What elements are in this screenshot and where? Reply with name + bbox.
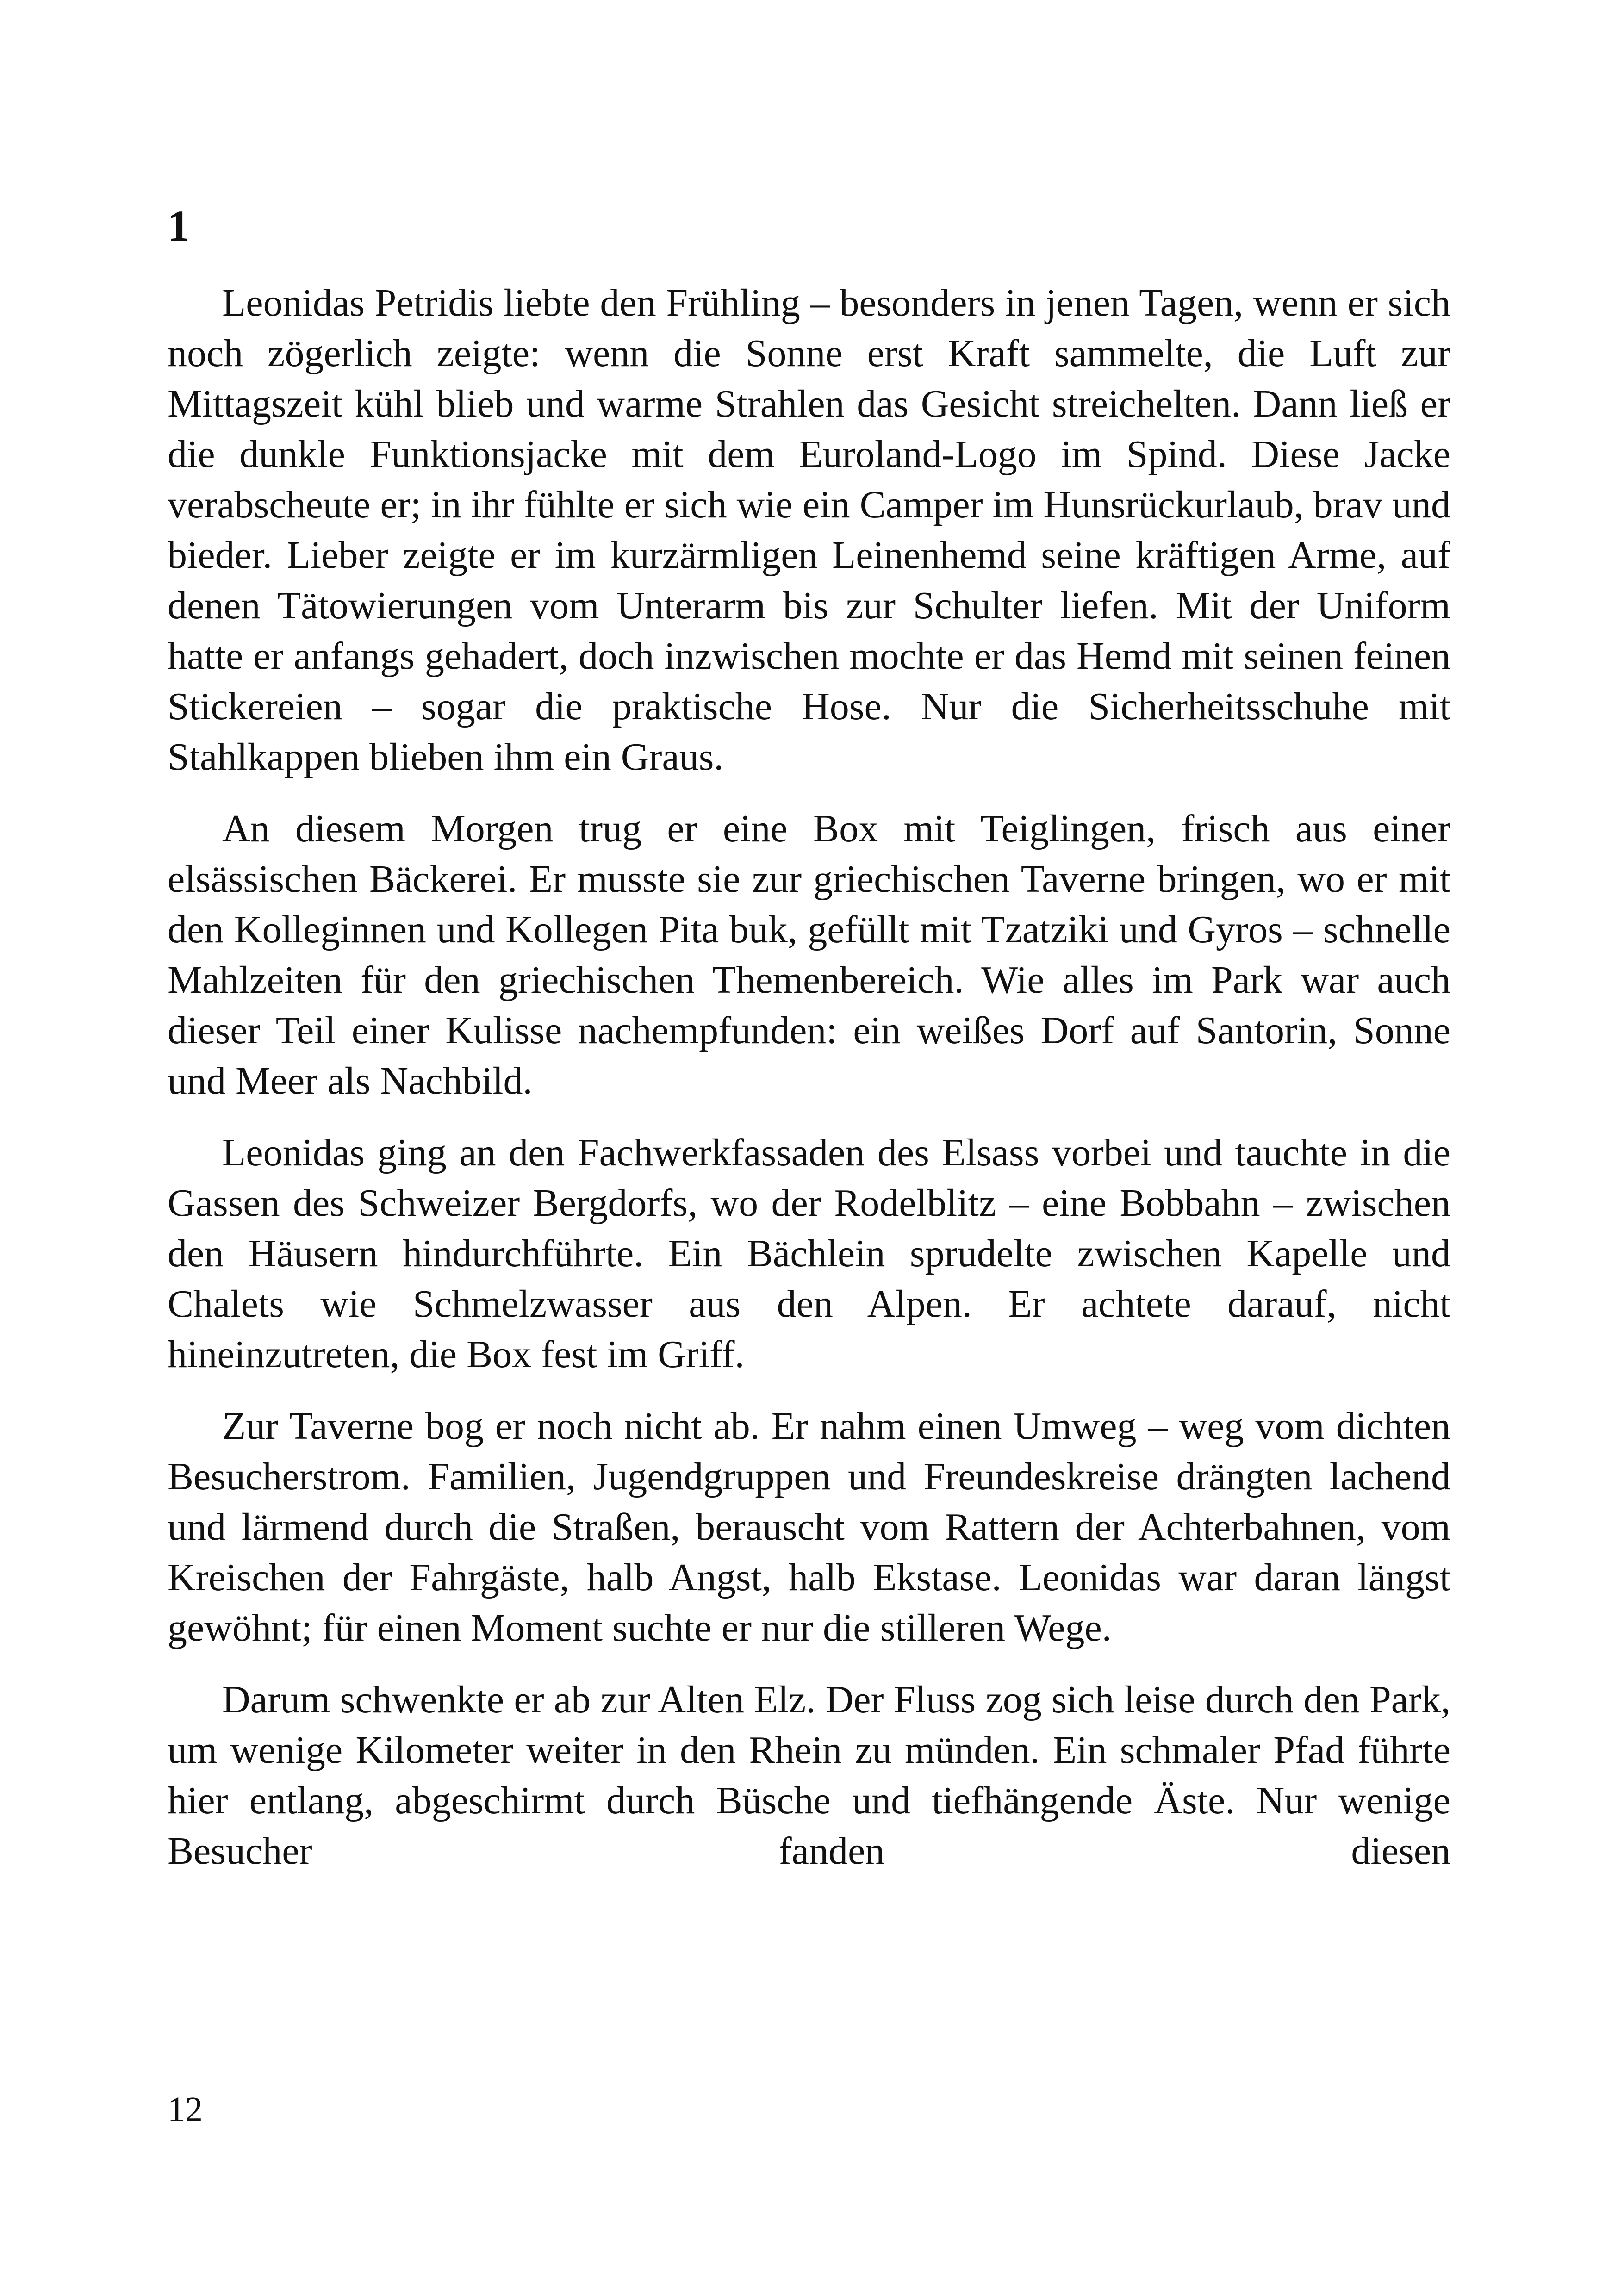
paragraph-2: An diesem Morgen trug er eine Box mit Teiglingen, frisch aus einer elsässischen Bäckerei. Er musste sie zur griechischen Taverne bringen, wo er mit den Kolleginnen und Kollegen Pita buk, gefüllt mit Tzatziki und Gyros – schnelle Mahlzeiten für den griechischen Themenbereich. Wie alles im Park war auch dieser Teil einer Kulisse nachempfunden: ein weißes Dorf auf Santorin, Sonne und Meer als Nachbild. [168, 807, 1450, 1102]
paragraph-3: Leonidas ging an den Fachwerkfassaden des Elsass vorbei und tauchte in die Gassen des Schweizer Bergdorfs, wo der Rodelblitz – eine Bobbahn – zwischen den Häusern hindurchführte. Ein Bächlein sprudelte zwischen Kapelle und Chalets wie Schmelzwasser aus den Alpen. Er achtete darauf, nicht hineinzutreten, die Box fest im Griff. [168, 1131, 1450, 1376]
paragraph-1: Leonidas Petridis liebte den Frühling – besonders in jenen Tagen, wenn er sich noch zögerlich zeigte: wenn die Sonne erst Kraft sammelte, die Luft zur Mittagszeit kühl blieb und warme Strahlen das Gesicht streichelten. Dann ließ er die dunkle Funktionsjacke mit dem Euroland-Logo im Spind. Diese Jacke verabscheute er; in ihr fühlte er sich wie ein Camper im Hunsrückurlaub, brav und bieder. Lieber zeigte er im kurzärmligen Leinenhemd seine kräftigen Arme, auf denen Tätowierungen vom Unterarm bis zur Schulter liefen. Mit der Uniform hatte er anfangs gehadert, doch inzwischen mochte er das Hemd mit seinen feinen Stickereien – sogar die praktische Hose. Nur die Sicherheitsschuhe mit Stahlkappen blieben ihm ein Graus. [168, 281, 1450, 778]
chapter-number: 1 [168, 201, 190, 250]
paragraph-5: Darum schwenkte er ab zur Alten Elz. Der Fluss zog sich leise durch den Park, um wenige Kilometer weiter in den Rhein zu münden. Ein schmaler Pfad führte hier entlang, abgeschirmt durch Büsche und tiefhängende Äste. Nur wenige Besucher fanden diesen [168, 1678, 1450, 1873]
page-number: 12 [168, 2090, 203, 2129]
body-text [168, 278, 1450, 1898]
paragraph-4: Zur Taverne bog er noch nicht ab. Er nahm einen Umweg – weg vom dichten Besucherstrom. Familien, Jugendgruppen und Freundeskreise drängten lachend und lärmend durch die Straßen, berauscht vom Rattern der Achterbahnen, vom Kreischen der Fahrgäste, halb Angst, halb Ekstase. Leonidas war daran längst gewöhnt; für einen Moment suchte er nur die stilleren Wege. [168, 1405, 1450, 1649]
